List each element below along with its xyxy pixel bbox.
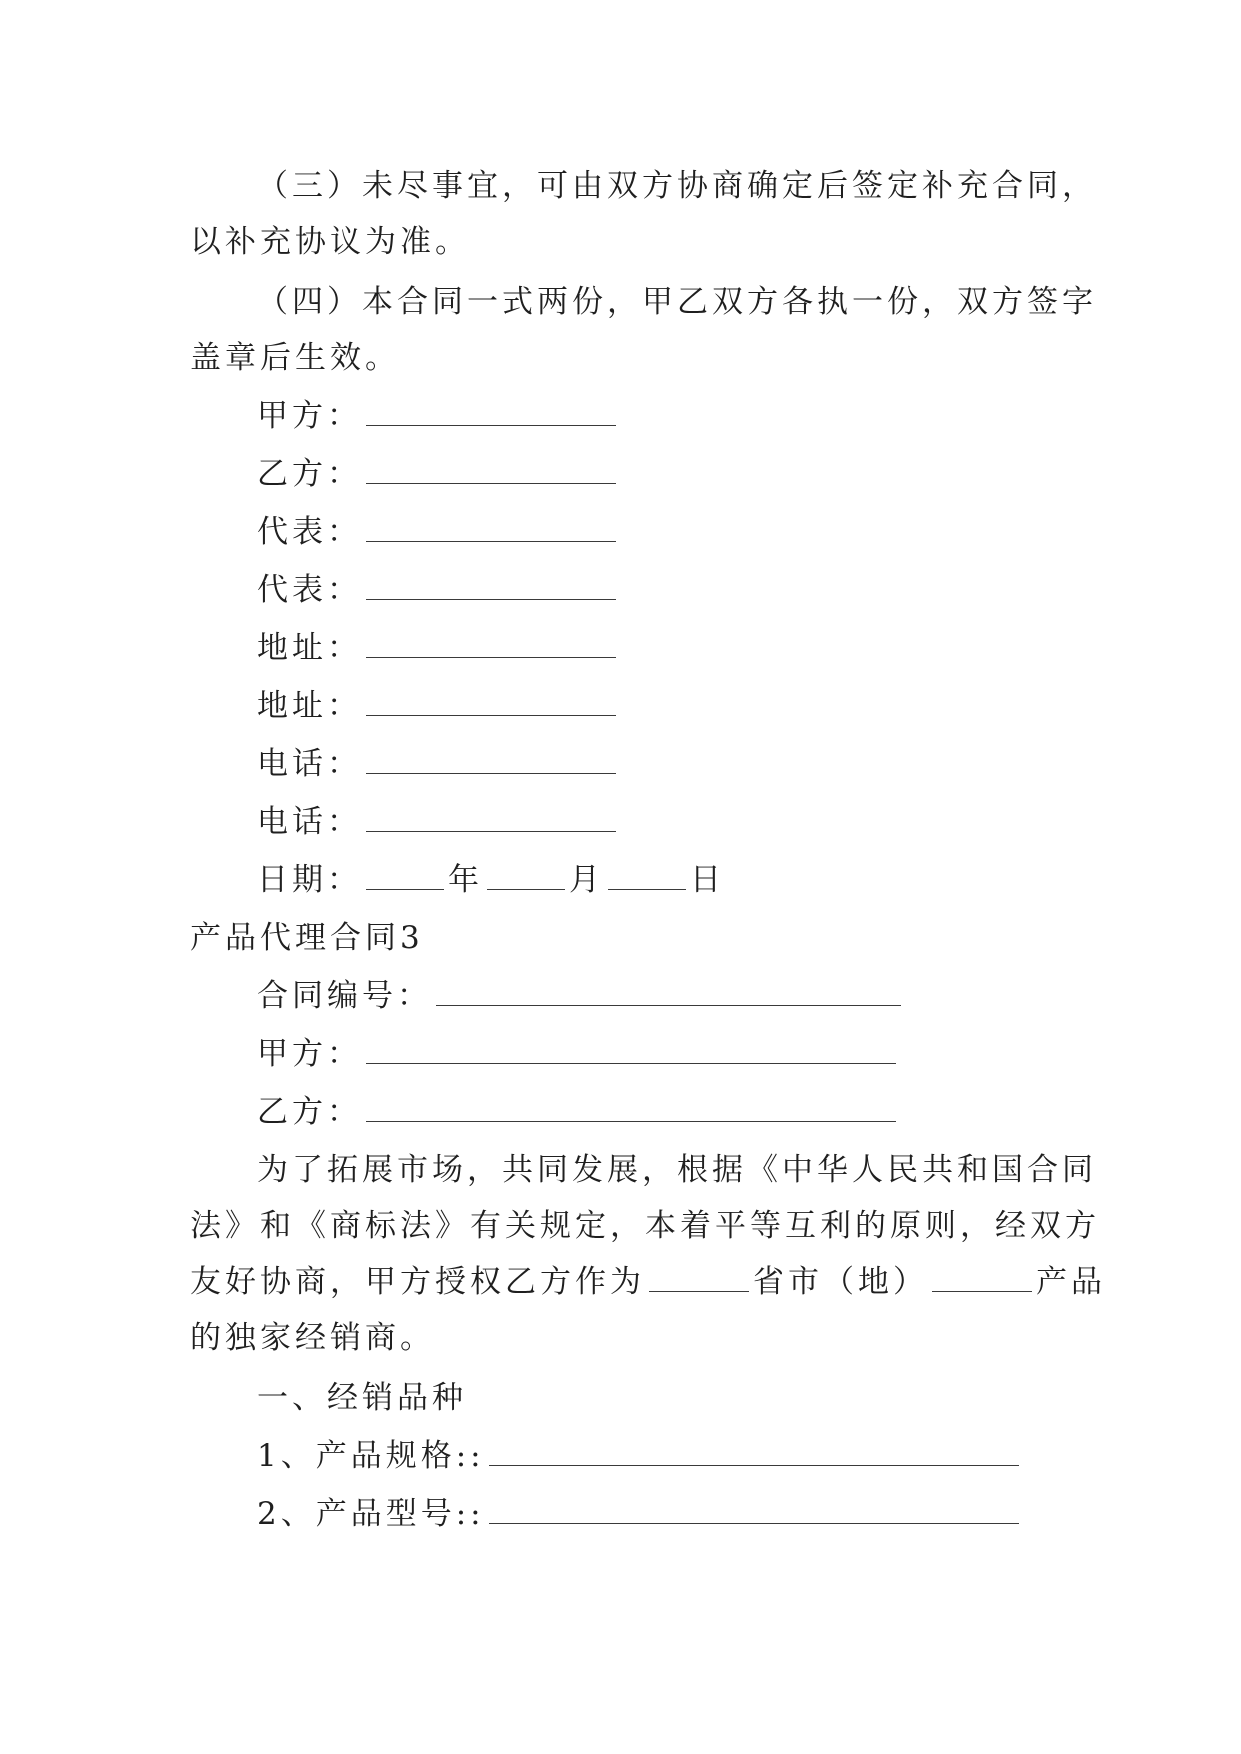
sign-rep-2 — [257, 570, 1137, 610]
month-blank[interactable] — [487, 863, 565, 890]
sign-date — [257, 860, 1137, 900]
contract-number — [257, 976, 1137, 1016]
province-blank[interactable] — [649, 1265, 749, 1292]
year-blank[interactable] — [366, 863, 444, 890]
sign-party-a-blank[interactable] — [366, 399, 616, 426]
day-blank[interactable] — [608, 863, 686, 890]
sign-addr-1-label: 地址： — [257, 630, 362, 666]
sign-rep-1-label: 代表： — [257, 514, 362, 550]
section-1-heading: 一、经销品种 — [257, 1380, 467, 1416]
clause-4-line-2: 盖章后生效。 — [190, 340, 400, 376]
item-2-blank[interactable] — [489, 1497, 1019, 1524]
contract-number-blank[interactable] — [436, 979, 901, 1006]
intro-line-3-part-2: 省市（地） — [753, 1264, 928, 1300]
contract-party-a-blank[interactable] — [366, 1037, 896, 1064]
product-blank[interactable] — [932, 1265, 1032, 1292]
sign-tel-2-blank[interactable] — [366, 805, 616, 832]
sign-tel-2-label: 电话： — [257, 804, 362, 840]
sign-date-label: 日期： — [257, 862, 362, 898]
contract-3-title: 产品代理合同3 — [190, 920, 424, 956]
intro-line-3-part-3: 产品 — [1036, 1264, 1106, 1300]
sign-addr-2-label: 地址： — [257, 688, 362, 724]
contract-party-a-label: 甲方： — [257, 1036, 362, 1072]
item-1 — [257, 1436, 1137, 1476]
clause-3-line-2: 以补充协议为准。 — [190, 224, 470, 260]
sign-party-b-blank[interactable] — [366, 457, 616, 484]
sign-rep-1-blank[interactable] — [366, 515, 616, 542]
sign-rep-2-blank[interactable] — [366, 573, 616, 600]
intro-line-2: 法》和《商标法》有关规定，本着平等互利的原则，经双方 — [190, 1208, 1100, 1244]
sign-party-a-label: 甲方： — [257, 398, 362, 434]
sign-addr-1 — [257, 628, 1137, 668]
sign-tel-1 — [257, 744, 1137, 784]
contract-number-label: 合同编号： — [257, 978, 432, 1014]
clause-4-line-1: （四）本合同一式两份，甲乙双方各执一份，双方签字 — [257, 284, 1097, 320]
sign-tel-1-label: 电话： — [257, 746, 362, 782]
intro-line-4: 的独家经销商。 — [190, 1320, 435, 1356]
contract-party-a — [257, 1034, 1137, 1074]
month-label: 月 — [569, 862, 604, 898]
contract-party-b-blank[interactable] — [366, 1095, 896, 1122]
day-label: 日 — [690, 862, 725, 898]
sign-tel-1-blank[interactable] — [366, 747, 616, 774]
sign-party-a — [257, 396, 1137, 436]
sign-party-b-label: 乙方： — [257, 456, 362, 492]
item-2 — [257, 1494, 1137, 1534]
intro-line-1: 为了拓展市场，共同发展，根据《中华人民共和国合同 — [257, 1152, 1097, 1188]
sign-rep-2-label: 代表： — [257, 572, 362, 608]
contract-party-b — [257, 1092, 1137, 1132]
intro-line-3 — [190, 1262, 1106, 1302]
sign-rep-1 — [257, 512, 1137, 552]
sign-party-b — [257, 454, 1137, 494]
clause-3-line-1: （三）未尽事宜，可由双方协商确定后签定补充合同， — [257, 168, 1097, 204]
item-1-blank[interactable] — [489, 1439, 1019, 1466]
item-1-label: 1、产品规格:: — [257, 1438, 485, 1474]
sign-addr-1-blank[interactable] — [366, 631, 616, 658]
sign-addr-2-blank[interactable] — [366, 689, 616, 716]
sign-addr-2 — [257, 686, 1137, 726]
year-label: 年 — [448, 862, 483, 898]
sign-tel-2 — [257, 802, 1137, 842]
item-2-label: 2、产品型号:: — [257, 1496, 485, 1532]
intro-line-3-part-1: 友好协商，甲方授权乙方作为 — [190, 1264, 645, 1300]
contract-party-b-label: 乙方： — [257, 1094, 362, 1130]
